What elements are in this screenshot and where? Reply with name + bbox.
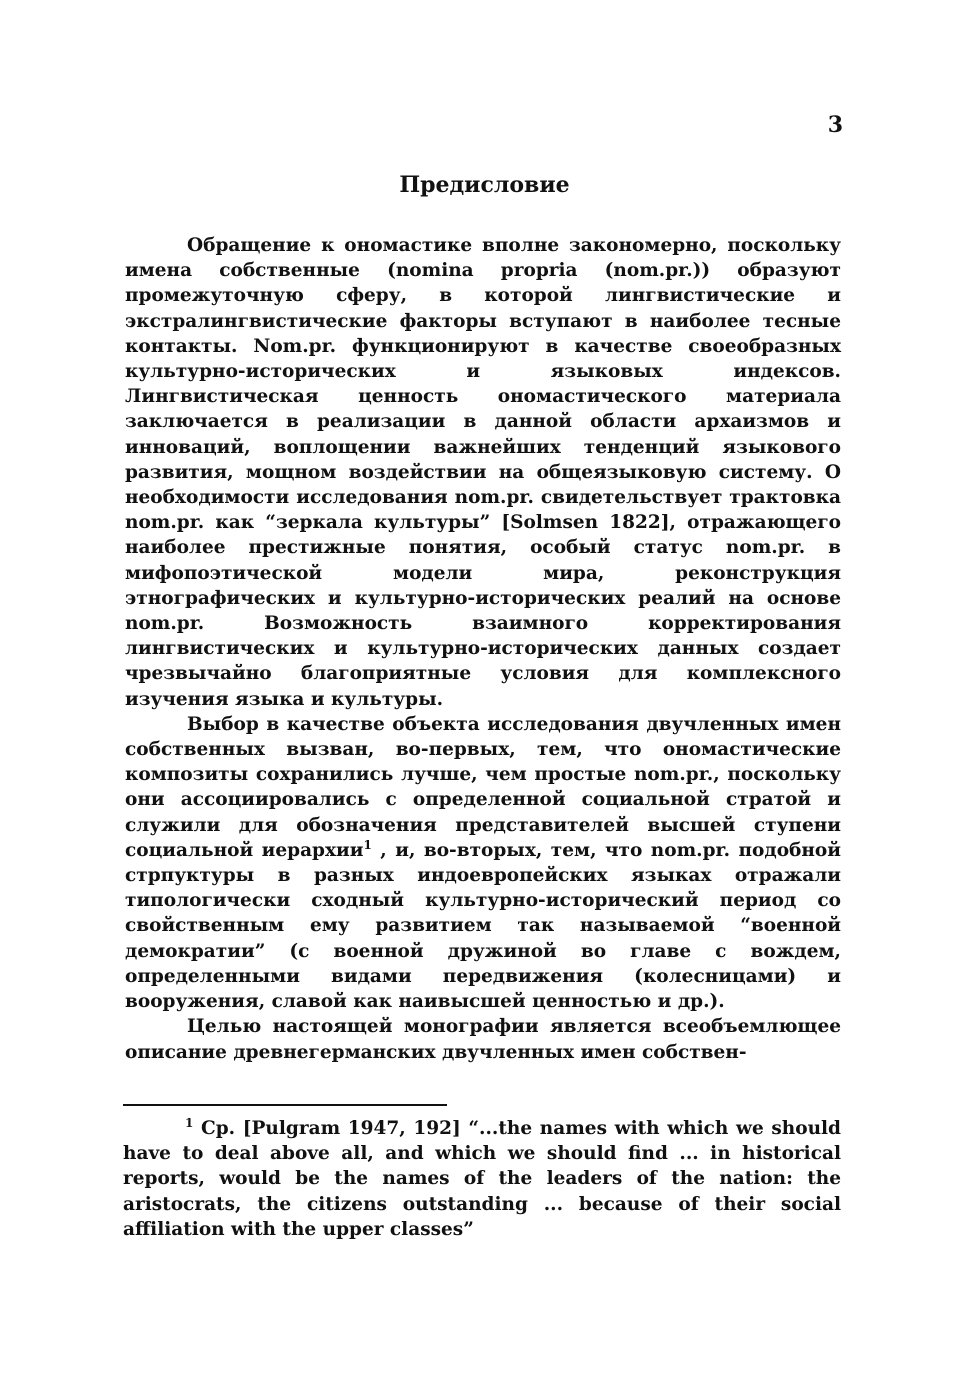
paragraph-2-part-1: Выбор в качестве объекта исследования двучленных имен собственных вызван, во-первых, тем, что ономастические композиты сохранились лучше, чем простые nom.pr., поскольку они ассоциировались с определенной социальной стратой и служили для обозначения представителей высшей ступени социальной иерархии <box>125 713 841 861</box>
page-number: 3 <box>827 112 843 138</box>
paragraph-3: Целью настоящей монографии является всеобъемлющее описание древнегерманских двучленных имен собствен- <box>125 1016 841 1063</box>
paragraph-2 <box>125 712 841 1014</box>
footnote-text: Ср. [Pulgram 1947, 192] “...the names with which we should have to deal above all, and which we should find ... in historical reports, would be the names of the leaders of the nation: the aristocrats, the citizens outstanding ... because of their social affiliation with the upper classes” <box>123 1118 841 1240</box>
page-title: Предисловие <box>399 172 570 198</box>
footnote-marker: 1 <box>185 1115 194 1130</box>
main-text <box>125 233 841 1065</box>
paragraph-2-part-2: , и, во-вторых, тем, что nom.pr. подобной стрпуктуры в разных индоевропейских языках отражали типологически сходный культурно-исторический период со свойственным ему развитием так называемой “военной демократии” (с военной дружиной во главе с вождем, определенными видами передвижения (колесницами) и вооружения, славой как наивысшей ценностью и др.). <box>125 839 841 1013</box>
footnote <box>123 1116 841 1242</box>
paragraph-1: Обращение к ономастике вполне закономерно, поскольку имена собственные (nomina propria (nom.pr.)) образуют промежуточную сферу, в которой лингвистические и экстралингвистические факторы вступают в наиболее тесные контакты. Nom.pr. функционируют в качестве своеобразных культурно-исторических и языковых индексов. Лингвистическая ценность ономастического материала заключается в реализации в данной области архаизмов и инноваций, воплощении важнейших тенденций языкового развития, мощном воздействии на общеязыковую систему. О необходимости исследования nom.pr. свидетельствует трактовка nom.pr. как “зеркала культуры” [Solmsen 1822], отражающего наиболее престижные понятия, особый статус nom.pr. в мифопоэтической модели мира, реконструкция этнографических и культурно-исторических реалий на основе nom.pr. Возможность взаимного корректирования лингвистических и культурно-исторических данных создает чрезвычайно благоприятные условия для комплексного изучения языка и культуры. <box>125 235 841 710</box>
footnote-reference: 1 <box>363 837 372 852</box>
footnote-divider <box>123 1104 447 1106</box>
